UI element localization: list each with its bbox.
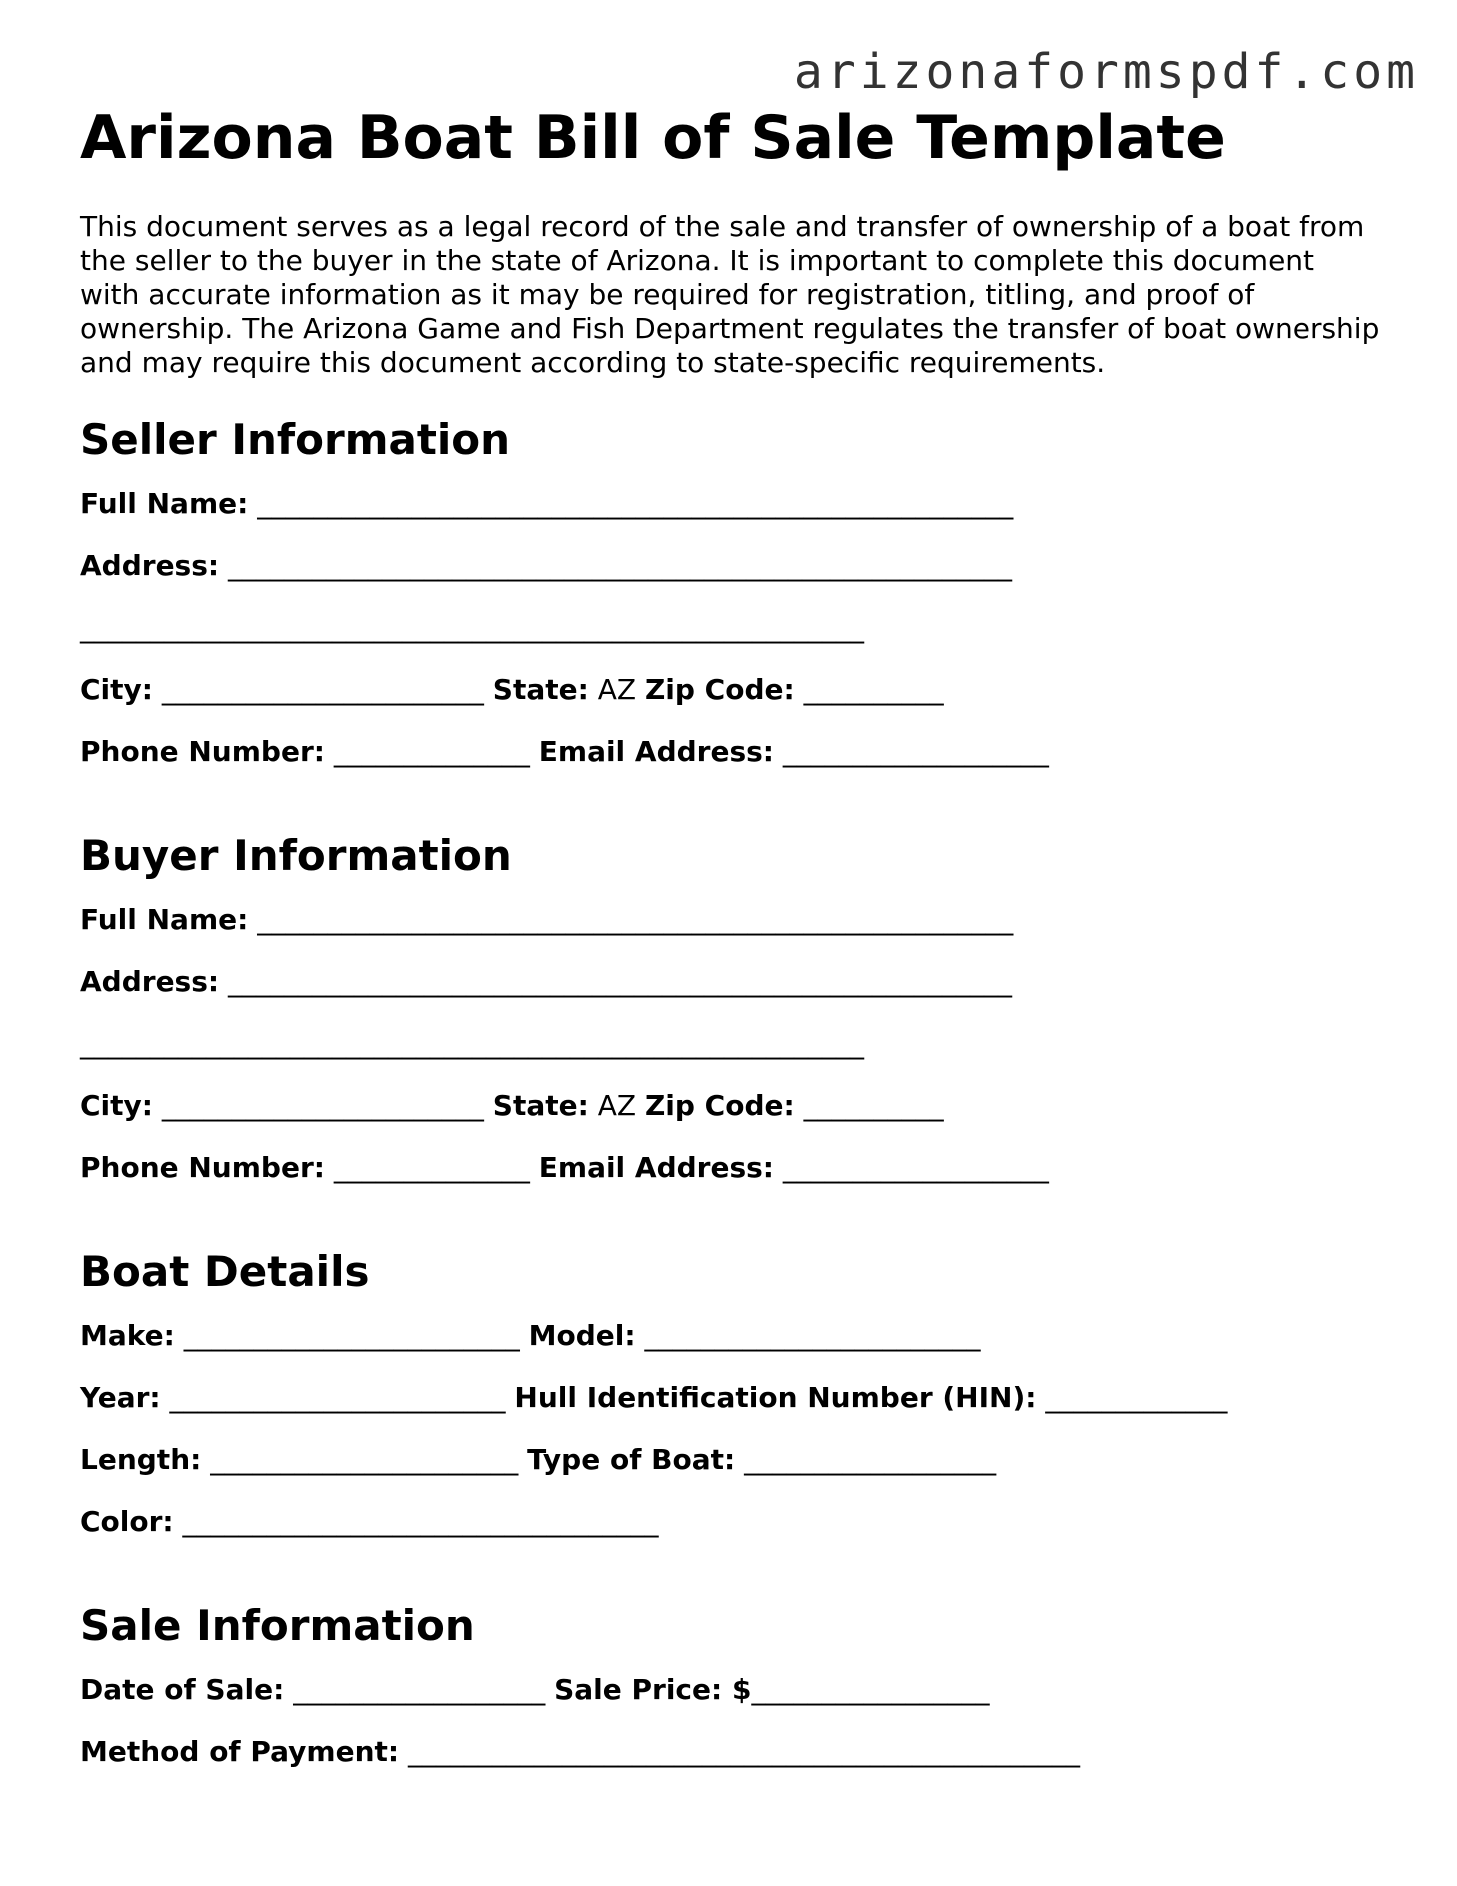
buyer-phone-field[interactable]: ______________	[333, 1151, 530, 1184]
seller-email-field[interactable]: ___________________	[782, 735, 1049, 768]
buyer-full-name-row	[80, 902, 1390, 964]
buyer-city-label: City:	[80, 1089, 153, 1122]
boat-year-label: Year:	[80, 1381, 161, 1414]
boat-type-label: Type of Boat:	[527, 1443, 736, 1476]
seller-address-line2-field[interactable]: ________________________________________________________	[80, 611, 864, 644]
seller-zip-field[interactable]: __________	[803, 673, 944, 706]
document-page	[80, 100, 1390, 1796]
buyer-address-label: Address:	[80, 965, 220, 998]
document-title: Arizona Boat Bill of Sale Template	[80, 103, 1226, 173]
seller-city-field[interactable]: _______________________	[161, 673, 484, 706]
buyer-address-field[interactable]: ________________________________________________________	[228, 965, 1012, 998]
buyer-section	[80, 830, 1390, 1212]
sale-method-row	[80, 1734, 1390, 1796]
boat-length-label: Length:	[80, 1443, 202, 1476]
seller-heading: Seller Information	[80, 415, 511, 464]
buyer-city-row	[80, 1088, 1390, 1150]
buyer-full-name-field[interactable]: ______________________________________________________	[257, 903, 1014, 936]
seller-address-field[interactable]: ________________________________________________________	[228, 549, 1012, 582]
boat-hin-label: Hull Identification Number (HIN):	[514, 1381, 1037, 1414]
sale-heading: Sale Information	[80, 1601, 475, 1650]
boat-model-label: Model:	[528, 1319, 636, 1352]
seller-full-name-row	[80, 486, 1390, 548]
boat-year-field[interactable]: ________________________	[169, 1381, 506, 1414]
boat-type-field[interactable]: __________________	[744, 1443, 997, 1476]
sale-date-price-row	[80, 1672, 1390, 1734]
buyer-city-field[interactable]: _______________________	[161, 1089, 484, 1122]
boat-length-type-row	[80, 1442, 1390, 1504]
intro-paragraph: This document serves as a legal record of the sale and transfer of ownership of a boat from the seller to the buyer in the state of Arizona. It is important to complete this document with accurate information as it may be required for registration, titling, and proof of ownership. The Arizona Game and Fish Department regulates the transfer of boat ownership and may require this document according to state-specific requirements.	[80, 210, 1380, 379]
boat-model-field[interactable]: ________________________	[644, 1319, 981, 1352]
buyer-email-field[interactable]: ___________________	[782, 1151, 1049, 1184]
seller-phone-field[interactable]: ______________	[333, 735, 530, 768]
sale-date-label: Date of Sale:	[80, 1673, 285, 1706]
buyer-state-label: State:	[492, 1089, 589, 1122]
boat-year-hin-row	[80, 1380, 1390, 1442]
seller-state-value: AZ	[597, 673, 637, 706]
boat-hin-field[interactable]: _____________	[1045, 1381, 1228, 1414]
buyer-address-line2-field[interactable]: ________________________________________________________	[80, 1027, 864, 1060]
sale-method-label: Method of Payment:	[80, 1735, 400, 1768]
boat-color-field[interactable]: __________________________________	[182, 1505, 659, 1538]
seller-zip-label: Zip Code:	[644, 673, 795, 706]
buyer-state-value: AZ	[597, 1089, 637, 1122]
boat-heading: Boat Details	[80, 1247, 370, 1296]
seller-contact-row	[80, 734, 1390, 796]
sale-price-label: Sale Price: $	[554, 1673, 752, 1706]
buyer-full-name-label: Full Name:	[80, 903, 249, 936]
seller-address-line2-row	[80, 610, 1390, 672]
boat-length-field[interactable]: ______________________	[210, 1443, 519, 1476]
buyer-zip-label: Zip Code:	[644, 1089, 795, 1122]
seller-full-name-label: Full Name:	[80, 487, 249, 520]
seller-state-label: State:	[492, 673, 589, 706]
boat-make-field[interactable]: ________________________	[183, 1319, 520, 1352]
boat-section	[80, 1246, 1390, 1566]
buyer-zip-field[interactable]: __________	[803, 1089, 944, 1122]
seller-city-label: City:	[80, 673, 153, 706]
buyer-contact-row	[80, 1150, 1390, 1212]
buyer-phone-label: Phone Number:	[80, 1151, 325, 1184]
seller-section	[80, 414, 1390, 796]
sale-date-field[interactable]: __________________	[293, 1673, 546, 1706]
boat-color-label: Color:	[80, 1505, 174, 1538]
seller-full-name-field[interactable]: ______________________________________________________	[257, 487, 1014, 520]
sale-method-field[interactable]: ________________________________________________	[408, 1735, 1081, 1768]
boat-make-label: Make:	[80, 1319, 175, 1352]
sale-price-field[interactable]: _________________	[751, 1673, 990, 1706]
seller-email-label: Email Address:	[538, 735, 774, 768]
seller-phone-label: Phone Number:	[80, 735, 325, 768]
buyer-address-line2-row	[80, 1026, 1390, 1088]
seller-city-row	[80, 672, 1390, 734]
boat-make-model-row	[80, 1318, 1390, 1380]
watermark: arizonaformspdf.com	[793, 44, 1419, 100]
sale-section	[80, 1600, 1390, 1796]
buyer-heading: Buyer Information	[80, 831, 512, 880]
buyer-email-label: Email Address:	[538, 1151, 774, 1184]
seller-address-label: Address:	[80, 549, 220, 582]
boat-color-row	[80, 1504, 1390, 1566]
buyer-address-row	[80, 964, 1390, 1026]
seller-address-row	[80, 548, 1390, 610]
